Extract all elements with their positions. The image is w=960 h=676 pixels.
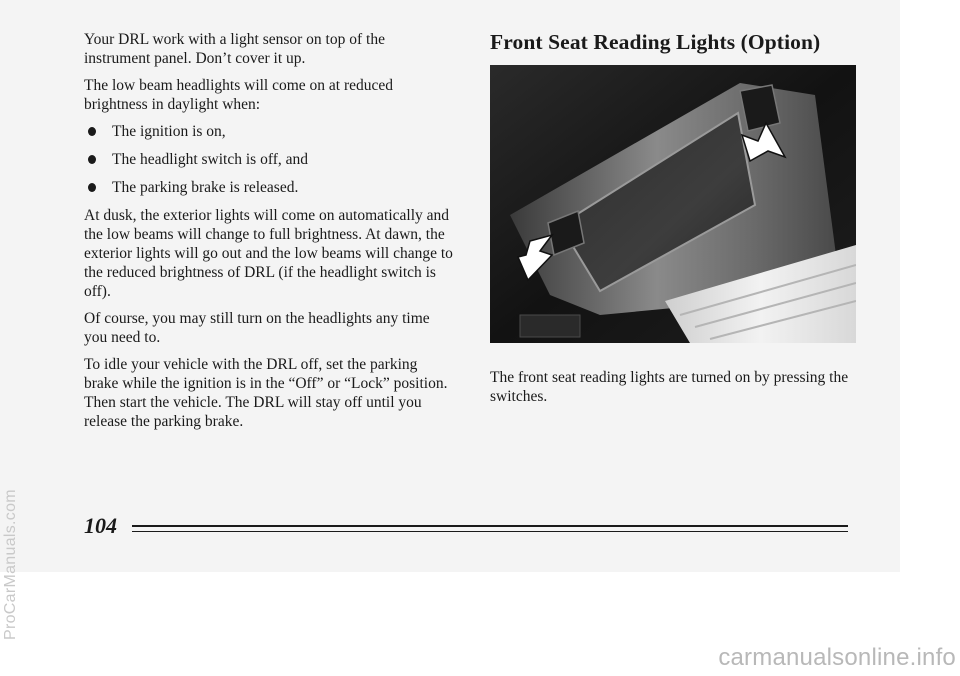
bullet-icon — [88, 155, 96, 164]
site-watermark[interactable]: carmanualsonline.info — [718, 644, 956, 671]
left-column — [84, 30, 454, 439]
photo-caption: The front seat reading lights are turned on by pressing the switches. — [490, 369, 849, 405]
reading-lights-photo — [490, 65, 856, 343]
footer-rule — [132, 525, 848, 527]
paragraph-low-beam: The low beam headlights will come on at reduced brightness in daylight when: — [84, 77, 394, 113]
condition-list — [84, 122, 454, 197]
side-watermark — [0, 0, 24, 676]
section-heading: Front Seat Reading Lights (Option) — [490, 30, 821, 54]
footer-rule-thin — [132, 531, 848, 532]
bullet-icon — [88, 127, 96, 136]
list-item: The parking brake is released. — [84, 178, 454, 197]
paragraph-of-course: Of course, you may still turn on the headlights any time you need to. — [84, 310, 430, 346]
right-column — [490, 30, 860, 405]
bullet-icon — [88, 183, 96, 192]
list-item: The headlight switch is off, and — [84, 150, 454, 169]
list-item: The ignition is on, — [84, 122, 454, 141]
paragraph-drl-sensor: Your DRL work with a light sensor on top of the instrument panel. Don’t cover it up. — [84, 31, 385, 67]
watermark-text: ProCarManuals.com — [2, 489, 19, 640]
paragraph-idle: To idle your vehicle with the DRL off, set the parking brake while the ignition is in the “Off” or “Lock” position. Then start the vehicle. The DRL will stay off until you release the parking brake. — [84, 356, 448, 430]
page-number: 104 — [84, 513, 117, 538]
paragraph-dusk-dawn: At dusk, the exterior lights will come on automatically and the low beams will change to full brightness. At dawn, the exterior lights will go out and the low beams will change to the reduced brightness of DRL (if the headlight switch is off). — [84, 207, 453, 300]
reading-lights-illustration — [490, 65, 856, 343]
